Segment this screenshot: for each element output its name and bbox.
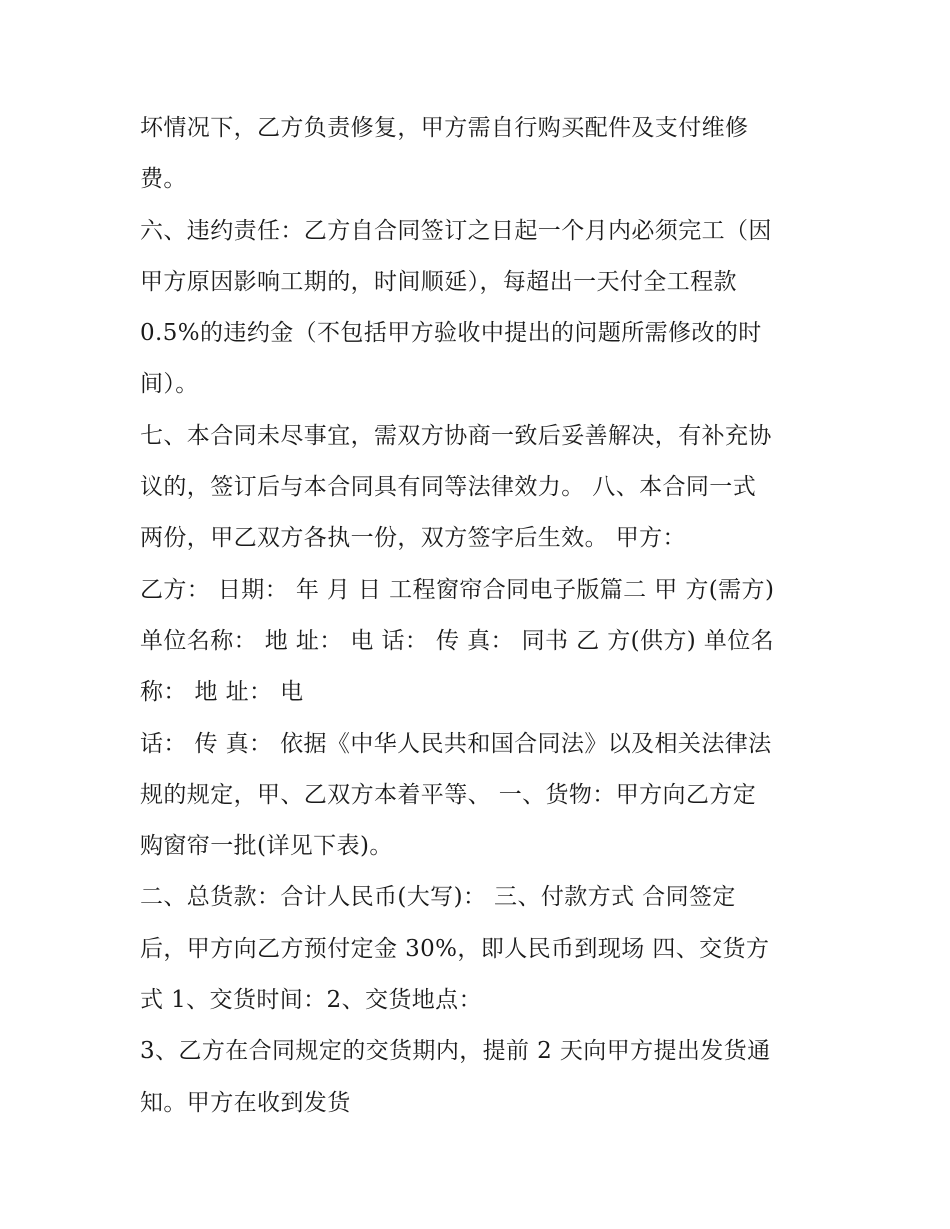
text-line: 单位名称： 地 址： 电 话： 传 真： 同书 乙 方(供方) 单位名 xyxy=(140,627,775,654)
text-line: 购窗帘一批(详见下表)。 xyxy=(140,833,393,860)
text-line: 坏情况下，乙方负责修复，甲方需自行购买配件及支付维修 xyxy=(140,115,749,141)
text-line: 六、违约责任：乙方自合同签订之日起一个月内必须完工（因 xyxy=(140,217,772,244)
text-line: 知。甲方在收到发货 xyxy=(140,1089,351,1116)
text-line: 0.5%的违约金（不包括甲方验收中提出的问题所需修改的时 xyxy=(140,320,762,347)
text-line: 后，甲方向乙方预付定金 30%，即人民币到现场 四、交货方 xyxy=(140,935,770,962)
text-line: 间）。 xyxy=(140,371,199,398)
text-line: 二、总货款：合计人民币(大写)： 三、付款方式 合同签定 xyxy=(140,884,736,911)
text-line: 乙方： 日期： 年 月 日 工程窗帘合同电子版篇二 甲 方(需方) xyxy=(140,576,775,603)
text-line: 规的规定，甲、乙双方本着平等、 一、货物：甲方向乙方定 xyxy=(140,781,757,808)
text-line: 3、乙方在合同规定的交货期内，提前 2 天向甲方提出发货通 xyxy=(140,1038,771,1065)
contract-text-body xyxy=(140,103,820,1129)
text-line: 称： 地 址： 电 xyxy=(140,679,304,706)
text-line: 费。 xyxy=(140,166,187,193)
text-line: 话： 传 真： 依据《中华人民共和国合同法》以及相关法律法 xyxy=(140,730,772,757)
text-line: 式 1、交货时间：2、交货地点： xyxy=(140,987,482,1014)
text-line: 甲方原因影响工期的，时间顺延），每超出一天付全工程款 xyxy=(140,268,737,295)
text-line: 议的，签订后与本合同具有同等法律效力。 八、本合同一式 xyxy=(140,474,757,501)
text-line: 两份，甲乙双方各执一份，双方签字后生效。 甲方： xyxy=(140,525,686,552)
text-line: 七、本合同未尽事宜，需双方协商一致后妥善解决，有补充协 xyxy=(140,422,772,449)
